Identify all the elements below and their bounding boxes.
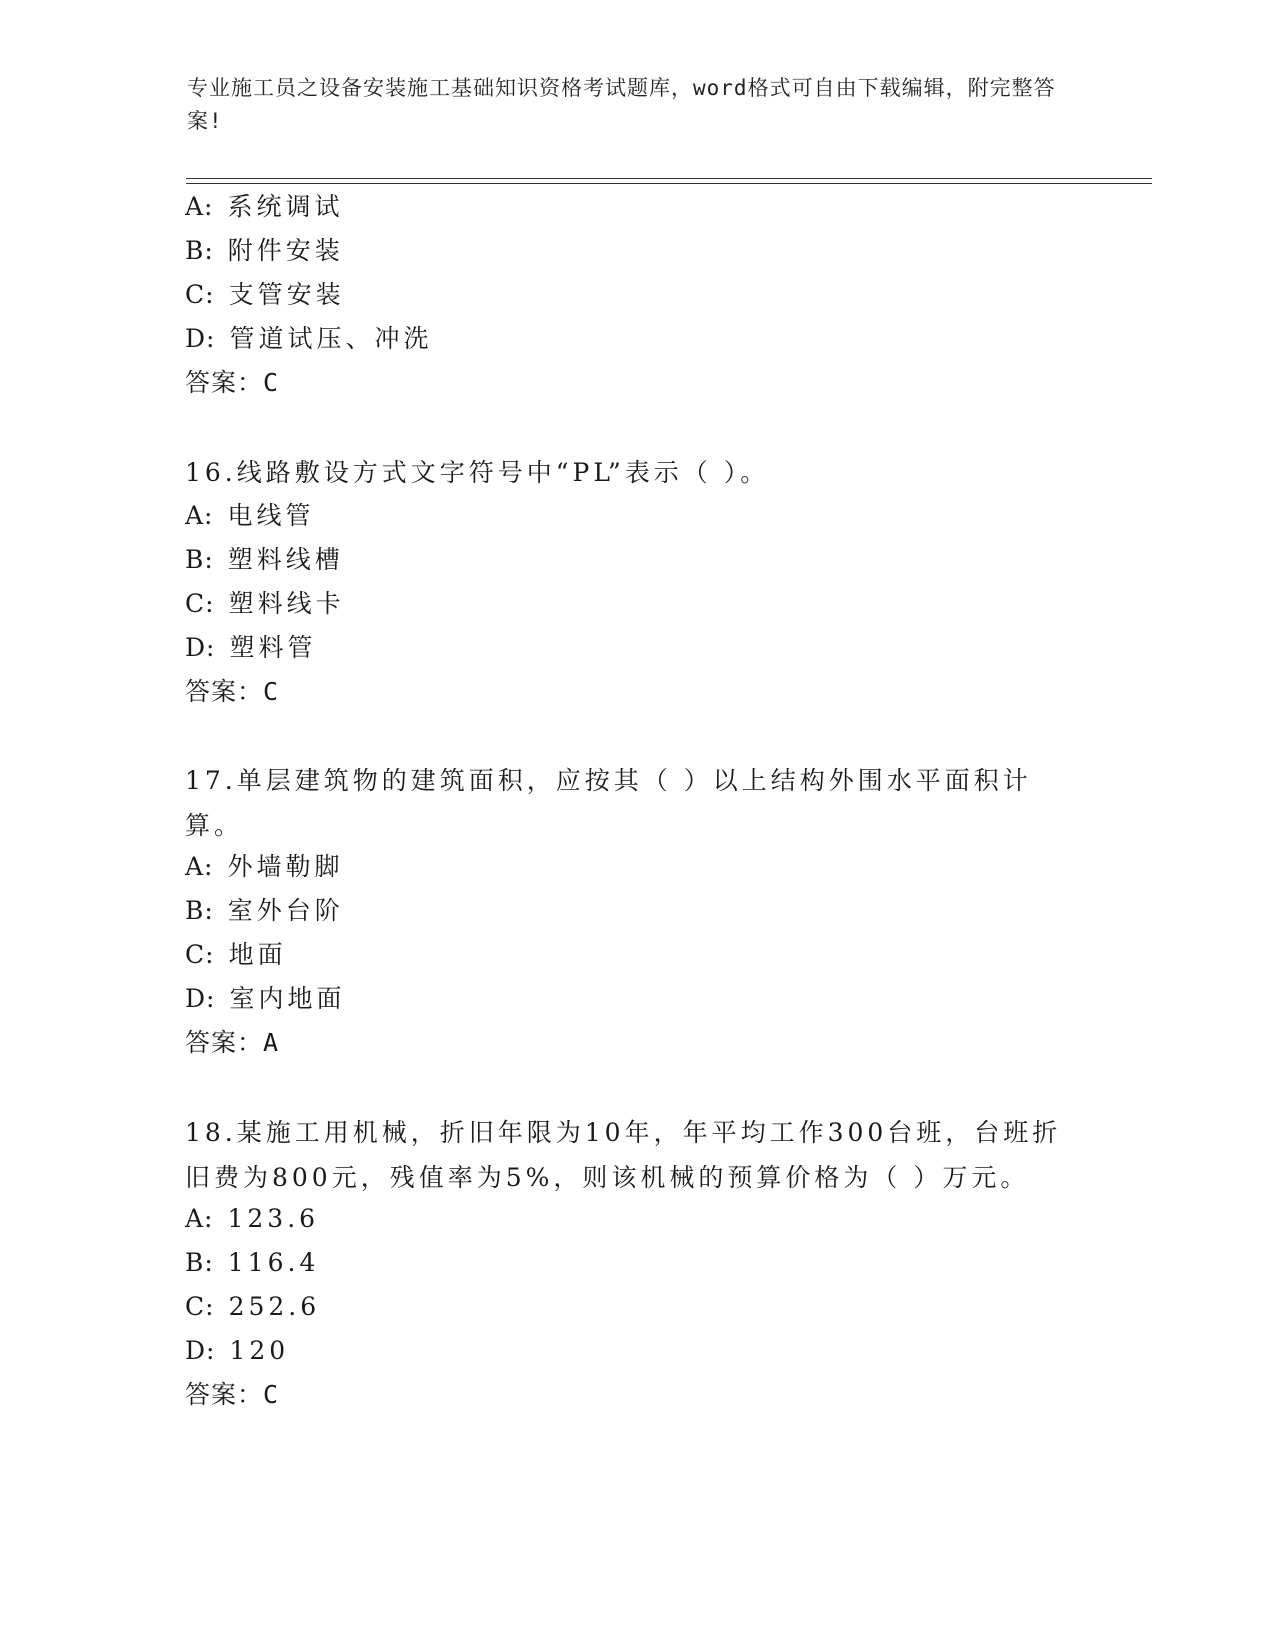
q15-option-a [185,191,344,223]
option-label: A: [185,501,214,530]
option-label: D: [185,1336,216,1365]
option-label: C: [185,1292,215,1321]
option-text: 系统调试 [227,192,344,221]
option-text: 116.4 [227,1248,320,1277]
q18-option-c [185,1291,320,1323]
answer-label: 答案： [185,1028,264,1057]
q18-option-b [185,1247,319,1279]
q15-option-b [185,235,344,267]
q16-option-a [185,500,315,532]
option-text: 附件安装 [227,236,344,265]
q18-stem: 18.某施工用机械，折旧年限为10年，年平均工作300台班，台班折旧费为800元，残值率为5%，则该机械的预算价格为（ ）万元。 [185,1118,1062,1192]
q17-option-d [185,983,345,1015]
option-label: B: [185,896,214,925]
option-label: D: [185,324,216,353]
q16-option-c [185,588,345,620]
option-label: A: [185,852,214,881]
option-label: C: [185,280,215,309]
answer-label: 答案： [185,677,264,706]
option-label: D: [185,984,216,1013]
answer-value: C [263,1380,280,1409]
option-text: 252.6 [228,1292,321,1321]
q16-option-b [185,544,344,576]
q15-answer [185,367,279,399]
q18-option-a [185,1203,319,1235]
q16-stem: 16.线路敷设方式文字符号中“PL”表示（ ）。 [185,458,770,487]
option-label: B: [185,236,214,265]
option-text: 塑料线卡 [228,589,345,618]
option-label: D: [185,633,216,662]
header-divider-bottom [186,183,1152,184]
option-text: 外墙勒脚 [227,852,344,881]
q18-answer [185,1379,279,1411]
option-label: C: [185,940,215,969]
option-label: A: [185,1204,214,1233]
option-label: C: [185,589,215,618]
q18-option-d [185,1335,289,1367]
q16-answer [185,676,279,708]
option-text: 塑料线槽 [227,545,344,574]
option-text: 室外台阶 [227,896,344,925]
option-label: B: [185,545,214,574]
answer-label: 答案： [185,368,264,397]
answer-label: 答案： [185,1380,264,1409]
option-text: 123.6 [227,1204,320,1233]
q17-stem: 17.单层建筑物的建筑面积，应按其（ ）以上结构外围水平面积计算。 [185,766,1032,840]
option-text: 塑料管 [229,633,317,662]
answer-value: C [263,368,280,397]
q17-option-a [185,851,344,883]
header-divider-top [186,178,1152,179]
option-text: 120 [229,1336,290,1365]
answer-value: C [263,677,280,706]
option-text: 管道试压、冲洗 [229,324,433,353]
option-label: A: [185,192,214,221]
q17-answer [185,1027,279,1059]
q17-option-b [185,895,344,927]
option-text: 地面 [228,940,287,969]
q15-option-d [185,323,432,355]
option-text: 电线管 [227,501,315,530]
q17-option-c [185,939,287,971]
q15-option-c [185,279,345,311]
answer-value: A [263,1028,280,1057]
option-text: 室内地面 [229,984,346,1013]
page-header: 专业施工员之设备安装施工基础知识资格考试题库，word格式可自由下载编辑，附完整答案! [187,76,1056,133]
option-label: B: [185,1248,214,1277]
option-text: 支管安装 [228,280,345,309]
q16-option-d [185,632,316,664]
